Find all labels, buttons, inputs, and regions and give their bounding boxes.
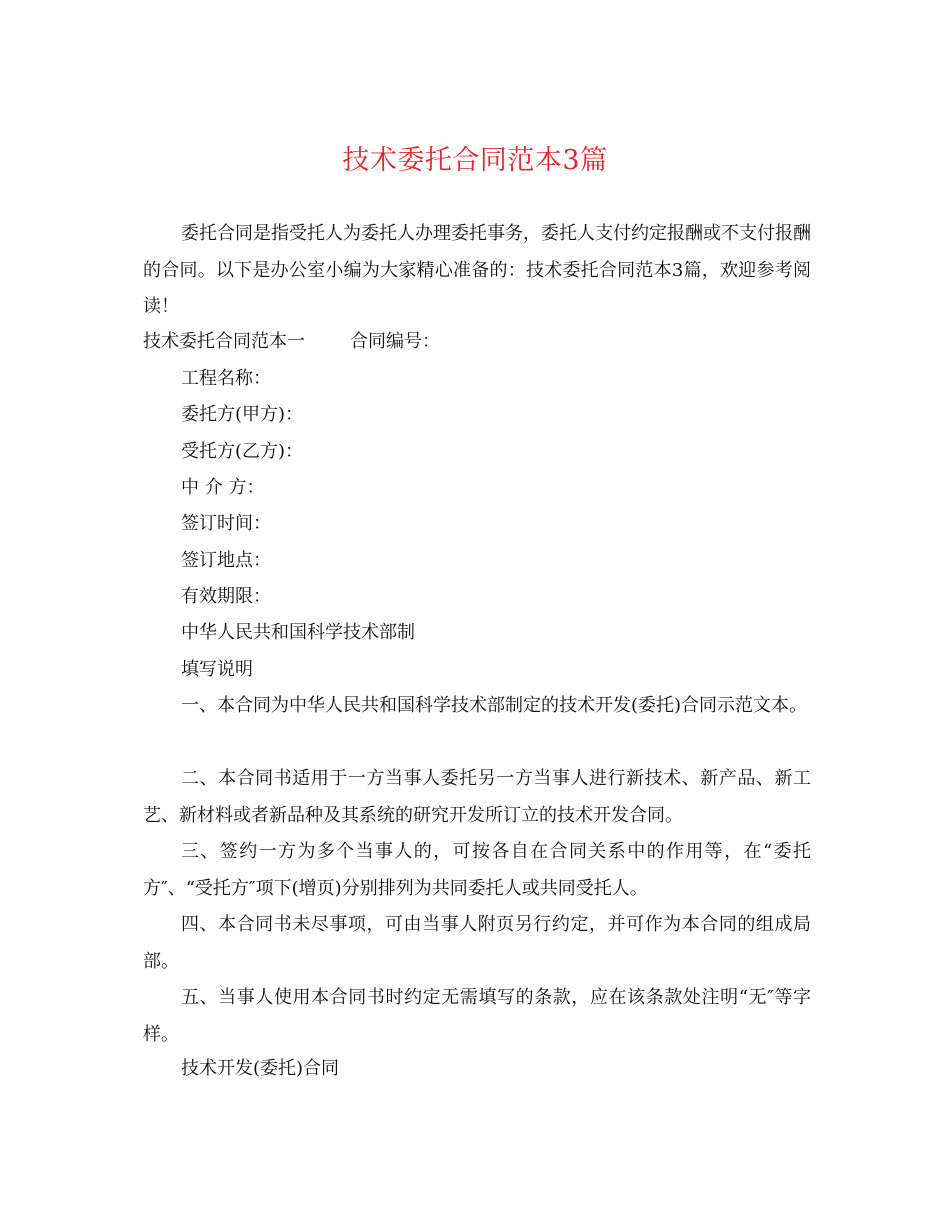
field-contractor-party: 受托方(乙方)： xyxy=(181,441,304,462)
instructions-heading: 填写说明 xyxy=(181,659,253,680)
instruction-item: 二、本合同书适用于一方当事人委托另一方当事人进行新技术、新产品、新工艺、新材料或者新品种及其系统的研究开发所订立的技术开发合同。 xyxy=(143,768,811,826)
intro-paragraph: 委托合同是指受托人为委托人办理委托事务，委托人支付约定报酬或不支付报酬的合同。以下是办公室小编为大家精心准备的：技术委托合同范本3篇，欢迎参考阅读！ xyxy=(143,223,811,317)
contract-number-label: 合同编号： xyxy=(350,331,440,352)
issuer-line: 中华人民共和国科学技术部制 xyxy=(181,622,415,643)
instruction-item: 一、本合同为中华人民共和国科学技术部制定的技术开发(委托)合同示范文本。 xyxy=(181,695,808,716)
section-heading: 技术委托合同范本一 xyxy=(143,331,305,352)
instruction-item: 四、本合同书未尽事项，可由当事人附页另行约定，并可作为本合同的组成局部。 xyxy=(143,914,811,972)
field-intermediary: 中 介 方： xyxy=(181,477,265,498)
instruction-item: 三、签约一方为多个当事人的，可按各自在合同关系中的作用等，在“委托方″、“受托方″项下(增页)分别排列为共同委托人或共同受托人。 xyxy=(143,841,811,899)
field-signing-date: 签订时间： xyxy=(181,513,271,534)
instruction-item: 五、当事人使用本合同书时约定无需填写的条款，应在该条款处注明“无″等字样。 xyxy=(143,987,811,1045)
field-project-name: 工程名称： xyxy=(181,368,271,389)
field-client-party: 委托方(甲方)： xyxy=(181,404,304,425)
closing-heading: 技术开发(委托)合同 xyxy=(181,1058,340,1079)
document-title: 技术委托合同范本3篇 xyxy=(342,145,608,176)
field-validity-period: 有效期限： xyxy=(181,586,271,607)
field-signing-place: 签订地点： xyxy=(181,550,271,571)
